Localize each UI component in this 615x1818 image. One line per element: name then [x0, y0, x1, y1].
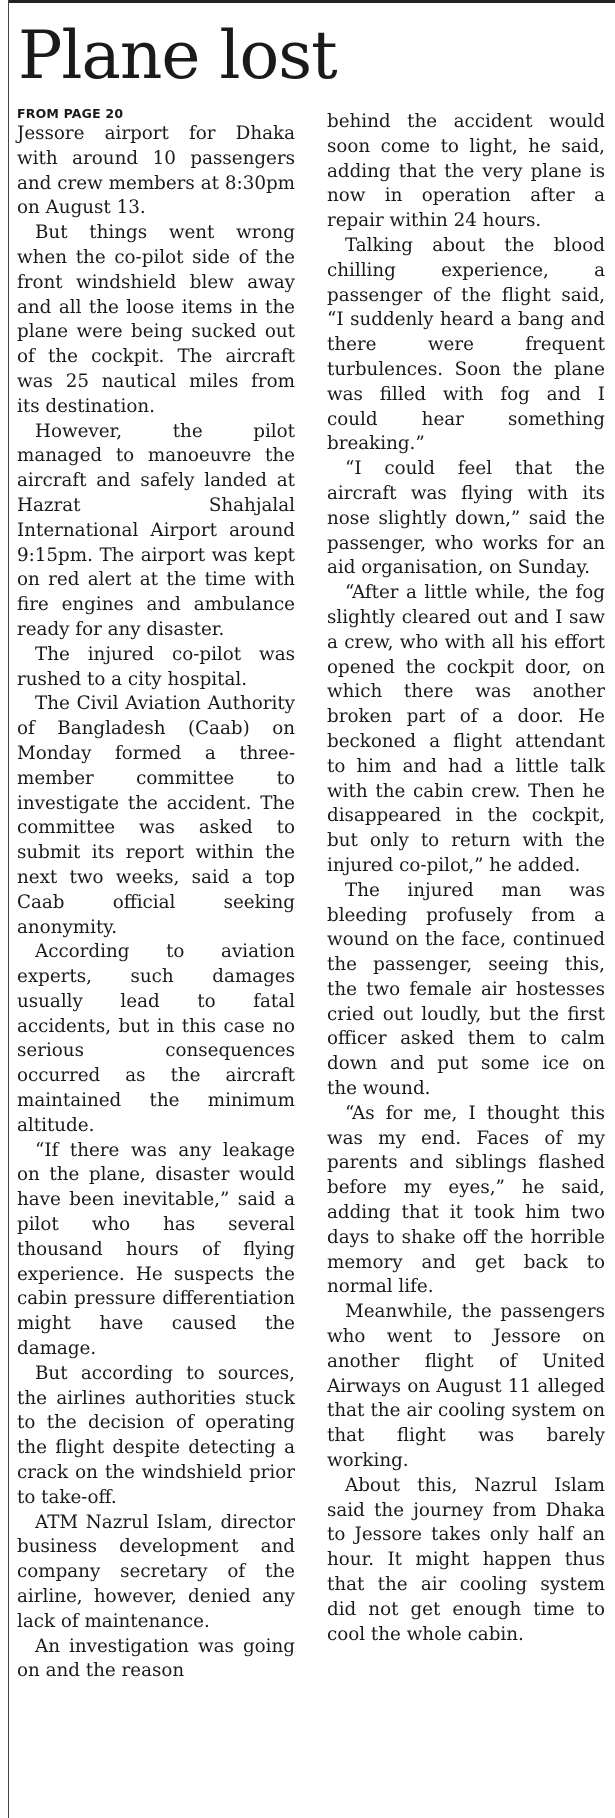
- left-column: [17, 106, 295, 1684]
- paragraph: “I could feel that the aircraft was flying with its nose slightly down,” said the passenger, who works for an aid organisation, on Sunday.: [327, 458, 605, 579]
- top-rule: [8, 0, 615, 3]
- paragraph: But things went wrong when the co-pilot side of the front windshield blew away and all the loose items in the plane were being sucked out of the cockpit. The aircraft was 25 nautical miles from its destination.: [17, 222, 295, 417]
- paragraph: The injured man was bleeding profusely from a wound on the face, continued the passenger, seeing this, the two female air hostesses cried out loudly, but the first officer asked them to calm down and put some ice on the wound.: [327, 879, 605, 1100]
- right-column: [327, 110, 605, 1647]
- paragraph: About this, Nazrul Islam said the journey from Dhaka to Jessore takes only half an hour. It might happen thus that the air cooling system did not get enough time to cool the whole cabin.: [327, 1474, 605, 1645]
- left-column-rule: [8, 0, 9, 1818]
- paragraph: But according to sources, the airlines authorities stuck to the decision of operating the flight despite detecting a crack on the windshield prior to take-off.: [17, 1362, 295, 1508]
- kicker: FROM PAGE 20: [17, 106, 124, 121]
- paragraph: “After a little while, the fog slightly cleared out and I saw a crew, who with all his effort opened the cockpit door, on which there was another broken part of a door. He beckoned a flight attendant to him and had a little talk with the cabin crew. Then he disappeared in the cockpit, but only to return with the injured co-pilot,” he added.: [327, 582, 605, 876]
- paragraph: “As for me, I thought this was my end. Faces of my parents and siblings flashed before my eyes,” he said, adding that it took him two days to shake off the horrible memory and get back to normal life.: [327, 1102, 605, 1298]
- paragraph: “If there was any leakage on the plane, disaster would have been inevitable,” said a pilot who has several thousand hours of flying experience. He suspects the cabin pressure differentiation might have caused the damage.: [17, 1139, 295, 1360]
- headline: Plane lost: [18, 17, 337, 94]
- paragraph: The injured co-pilot was rushed to a city hospital.: [17, 643, 295, 690]
- paragraph: Meanwhile, the passengers who went to Jessore on another flight of United Airways on August 11 alleged that the air cooling system on that flight was barely working.: [327, 1301, 605, 1472]
- paragraph: An investigation was going on and the reason: [17, 1635, 295, 1682]
- paragraph: The Civil Aviation Authority of Bangladesh (Caab) on Monday formed a three-member committee to investigate the accident. The committee was asked to submit its report within the next two weeks, said a top Caab official seeking anonymity.: [17, 693, 295, 938]
- paragraph: According to aviation experts, such damages usually lead to fatal accidents, but in this case no serious consequences occurred as the aircraft maintained the minimum altitude.: [17, 941, 295, 1136]
- paragraph: Talking about the blood chilling experience, a passenger of the flight said, “I suddenly heard a bang and there were frequent turbulences. Soon the plane was filled with fog and I could hear something breaking.”: [327, 234, 605, 455]
- paragraph: However, the pilot managed to manoeuvre the aircraft and safely landed at Hazrat Shahjalal International Airport around 9:15pm. The airport was kept on red alert at the time with fire engines and ambulance ready for any disaster.: [17, 420, 295, 640]
- paragraph: ATM Nazrul Islam, director business development and company secretary of the airline, however, denied any lack of maintenance.: [17, 1511, 295, 1632]
- paragraph: Jessore airport for Dhaka with around 10 passengers and crew members at 8:30pm on August 13.: [17, 123, 295, 219]
- paragraph: behind the accident would soon come to light, he said, adding that the very plane is now in operation after a repair within 24 hours.: [327, 111, 605, 232]
